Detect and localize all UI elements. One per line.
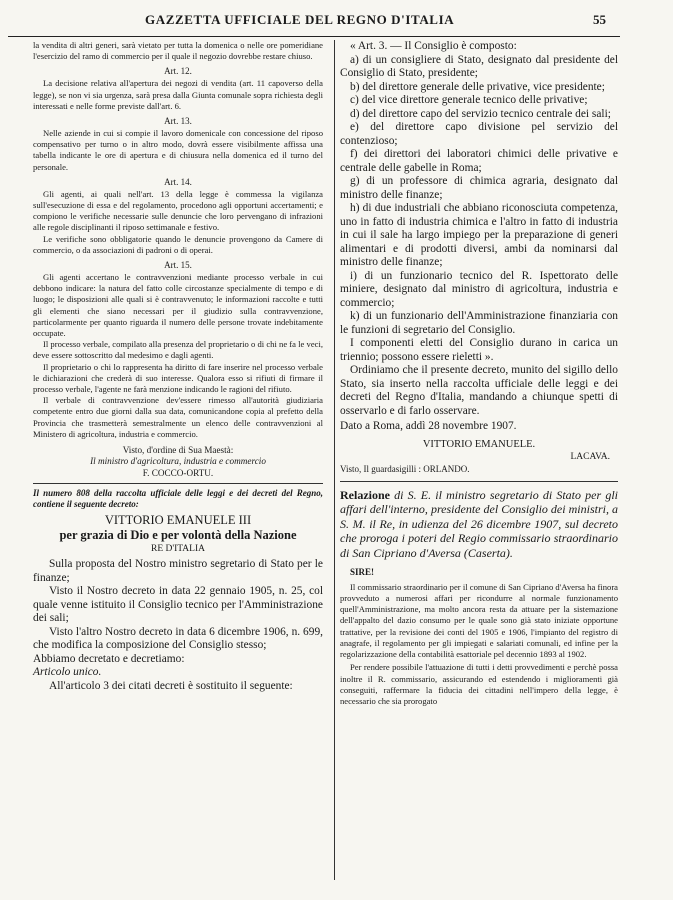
paragraph-visto: Visto il Nostro decreto in data 22 gennaio 1905, n. 25, col quale venne istituito il Consiglio tecnico per l'Amministrazione dei sali; — [33, 585, 323, 625]
visto-guardasigilli: Visto, Il guardasigilli : ORLANDO. — [340, 463, 470, 474]
paragraph-articolo-3: All'articolo 3 dei citati decreti è sostituito il seguente: — [49, 679, 293, 692]
paragraph-abbiamo: Abbiamo decretato e decretiamo: — [33, 652, 185, 665]
article-12-heading: Art. 12. — [164, 66, 192, 77]
relazione-body: di S. E. il ministro segretario di Stato per gli affari dell'interno, presidente del Consiglio dei ministri, a S. M. il Re, in udienza del 26 dicembre 1907, sul decreto che proroga i poteri del Regio commissario straordinario di San Cipriano d'Aversa (Caserta). — [340, 487, 618, 561]
section-rule — [33, 483, 323, 484]
paragraph-intro: la vendita di altri generi, sarà vietato per tutta la domenica o nelle ore pomeridiane l'esercizio del ramo di commercio per il quale il negozio dovrebbe restare chiuso. — [33, 40, 323, 62]
sire-salutation: SIRE! — [350, 566, 375, 577]
column-divider — [334, 40, 335, 880]
relazione-lead: Relazione — [340, 487, 390, 502]
gazette-title: GAZZETTA UFFICIALE DEL REGNO D'ITALIA — [145, 12, 455, 27]
re-heading: RE D'ITALIA — [151, 544, 205, 555]
list-item: g) di un professore di chimica agraria, designato dal ministro delle finanze; — [340, 175, 618, 201]
decree-notice: Il numero 808 della raccolta ufficiale delle leggi e dei decreti del Regno, contiene il seguente decreto: — [33, 487, 323, 509]
page-header — [0, 8, 673, 30]
king-signature: VITTORIO EMANUELE. — [422, 438, 536, 450]
list-item: e) del direttore capo divisione pel servizio del contenzioso; — [340, 121, 618, 147]
header-rule — [8, 36, 620, 37]
article-14-paragraph: Gli agenti, ai quali nell'art. 13 della legge è commessa la vigilanza sull'esecuzione di essa e del regolamento, procedono agli opportuni accertamenti; e compiono le verifiche necessarie sulle denuncie che loro pervengano di infrazioni alle regole disciplinanti il riposo settimanale e festivo. — [33, 188, 323, 233]
list-item: h) di due industriali che abbiano riconosciuta competenza, uno in fatto di industria chimica e l'altro in fatto di industria in cui il sale ha largo impiego per la preparazione di generi alimentari e di prodotti diversi, ambi da nominarsi dal ministro delle finanze; — [340, 202, 618, 268]
article-12-text: La decisione relativa all'apertura dei negozi di vendita (art. 11 capoverso della legge), se non vi sia urgenza, sarà presa dalla Giunta comunale sopra richiesta degli interessati e nelle forme previste dall'art. 6. — [33, 78, 323, 111]
paragraph-rendere: Per rendere possibile l'attuazione di tutti i detti provvedimenti e perchè possa inoltre il R. commissario, assicurando ed estendendo i miglioramenti già conseguiti, raffermare la fiducia dei cittadini nell'impero della legge, è necessario che sia prorogato — [340, 662, 618, 706]
article-14-paragraph: Le verifiche sono obbligatorie quando le denuncie provengono da Camere di commercio, o da associazioni di padroni o di operai. — [33, 233, 323, 255]
list-item: c) del vice direttore generale tecnico delle privative; — [350, 94, 588, 106]
left-column — [33, 40, 323, 693]
articolo-unico-heading: Articolo unico. — [33, 666, 102, 679]
minister-title: Il ministro d'agricoltura, industria e commercio — [90, 456, 266, 467]
list-item: k) di un funzionario dell'Amministrazione finanziaria con le funzioni di segretario del Consiglio. — [340, 310, 618, 336]
date-line: Dato a Roma, addì 28 novembre 1907. — [340, 420, 517, 432]
article-15-heading: Art. 15. — [164, 260, 192, 271]
grace-heading: per grazia di Dio e per volontà della Nazione — [59, 528, 297, 543]
article-15-paragraph: Il proprietario o chi lo rappresenta ha diritto di fare inserire nel processo verbale le dichiarazioni che crederà di suo interesse. Qualora esso si rifiuti di firmare il processo verbale, l'agente ne farà menzione indicando le ragioni del rifiuto. — [33, 361, 323, 395]
visto-order: Visto, d'ordine di Sua Maestà: — [122, 445, 234, 456]
relazione-heading — [340, 488, 618, 561]
article-15-paragraph: Il verbale di contravvenzione dev'essere rimesso all'autorità giudiziaria competente entro due giorni dalla sua data, comunicandone copia al prefetto della Provincia che trasmetterà semestralmente un elenco delle contravvenzioni al Ministero di agricoltura, industria e commercio. — [33, 395, 323, 439]
paragraph-commissario: Il commissario straordinario per il comune di San Cipriano d'Aversa ha finora provveduto a numerosi affari per ricondurre al normale funzionamento quell'Amministrazione, ma molto ancora resta da attuare per la sistemazione dell'appalto del dazio consumo per le quale sono già stato iniziate opportune trattative, per la revisione dei conti del 1905 e 1906, l'impianto del registro di anagrafe, il regolamento per gli impiegati e salariati comunali, ed infine per la regolarizzazione della contabilità esattoriale pel decennio 1893 al 1902. — [340, 581, 618, 660]
paragraph-visto: Visto l'altro Nostro decreto in data 6 dicembre 1906, n. 699, che modifica la composizione del Consiglio stesso; — [33, 625, 323, 652]
list-item: a) di un consigliere di Stato, designato dal presidente del Consiglio di Stato, presidente; — [340, 53, 618, 79]
article-3-intro: « Art. 3. — Il Consiglio è composto: — [350, 40, 517, 52]
article-15-paragraph: Il processo verbale, compilato alla presenza del proprietario o di chi ne fa le veci, deve essere sottoscritto dal medesimo e dagli agenti. — [33, 339, 323, 361]
article-13-text: Nelle aziende in cui si compie il lavoro domenicale con concessione del riposo compensativo per turno o in altro modo, dovrà essere visibilmente affissa una tabella indicante le ore di apertura e di chiusura nella domenica ed il turno del personale. — [33, 128, 323, 172]
right-column — [340, 40, 618, 707]
paragraph-proposta: Sulla proposta del Nostro ministro segretario di Stato per le finanze; — [33, 558, 323, 584]
article-15-paragraph: Gli agenti accertano le contravvenzioni mediante processo verbale in cui debbono indicare: la natura del fatto colle circostanze specialmente di tempo e di luogo; le disposizioni alle quali si è contravvenuto; le informazioni raccolte e tutti gli elementi che siano necessari per il giudizio sulla contravvenzione, particolarmente per quanto riguarda il numero delle persone trovate indebitamente occupate. — [33, 272, 323, 339]
king-heading: VITTORIO EMANUELE III — [104, 513, 252, 528]
list-item: i) di un funzionario tecnico del R. Ispettorato delle miniere, designato dal ministro di agricoltura, industria e commercio; — [340, 269, 618, 309]
paragraph-ordiniamo: Ordiniamo che il presente decreto, munito del sigillo dello Stato, sia inserto nella raccolta ufficiale delle leggi e dei decreti del Regno d'Italia, mandando a chiunque spetti di osservarlo e di farlo osservare. — [340, 364, 618, 417]
minister-name: F. COCCO-ORTU. — [142, 467, 214, 478]
section-rule — [340, 481, 618, 482]
article-14-heading: Art. 14. — [164, 176, 192, 187]
list-item: f) dei direttori dei laboratori chimici delle privative e centrale delle gabelle in Roma; — [340, 148, 618, 174]
countersign: LACAVA. — [570, 451, 610, 462]
article-13-heading: Art. 13. — [164, 116, 192, 127]
list-item: d) del direttore capo del servizio tecnico centrale dei sali; — [350, 107, 611, 120]
paragraph-componenti: I componenti eletti del Consiglio durano in carica un triennio; possono essere rieletti ». — [340, 337, 618, 363]
list-item: b) del direttore generale delle privative, vice presidente; — [350, 80, 605, 93]
page-number: 55 — [593, 12, 606, 27]
